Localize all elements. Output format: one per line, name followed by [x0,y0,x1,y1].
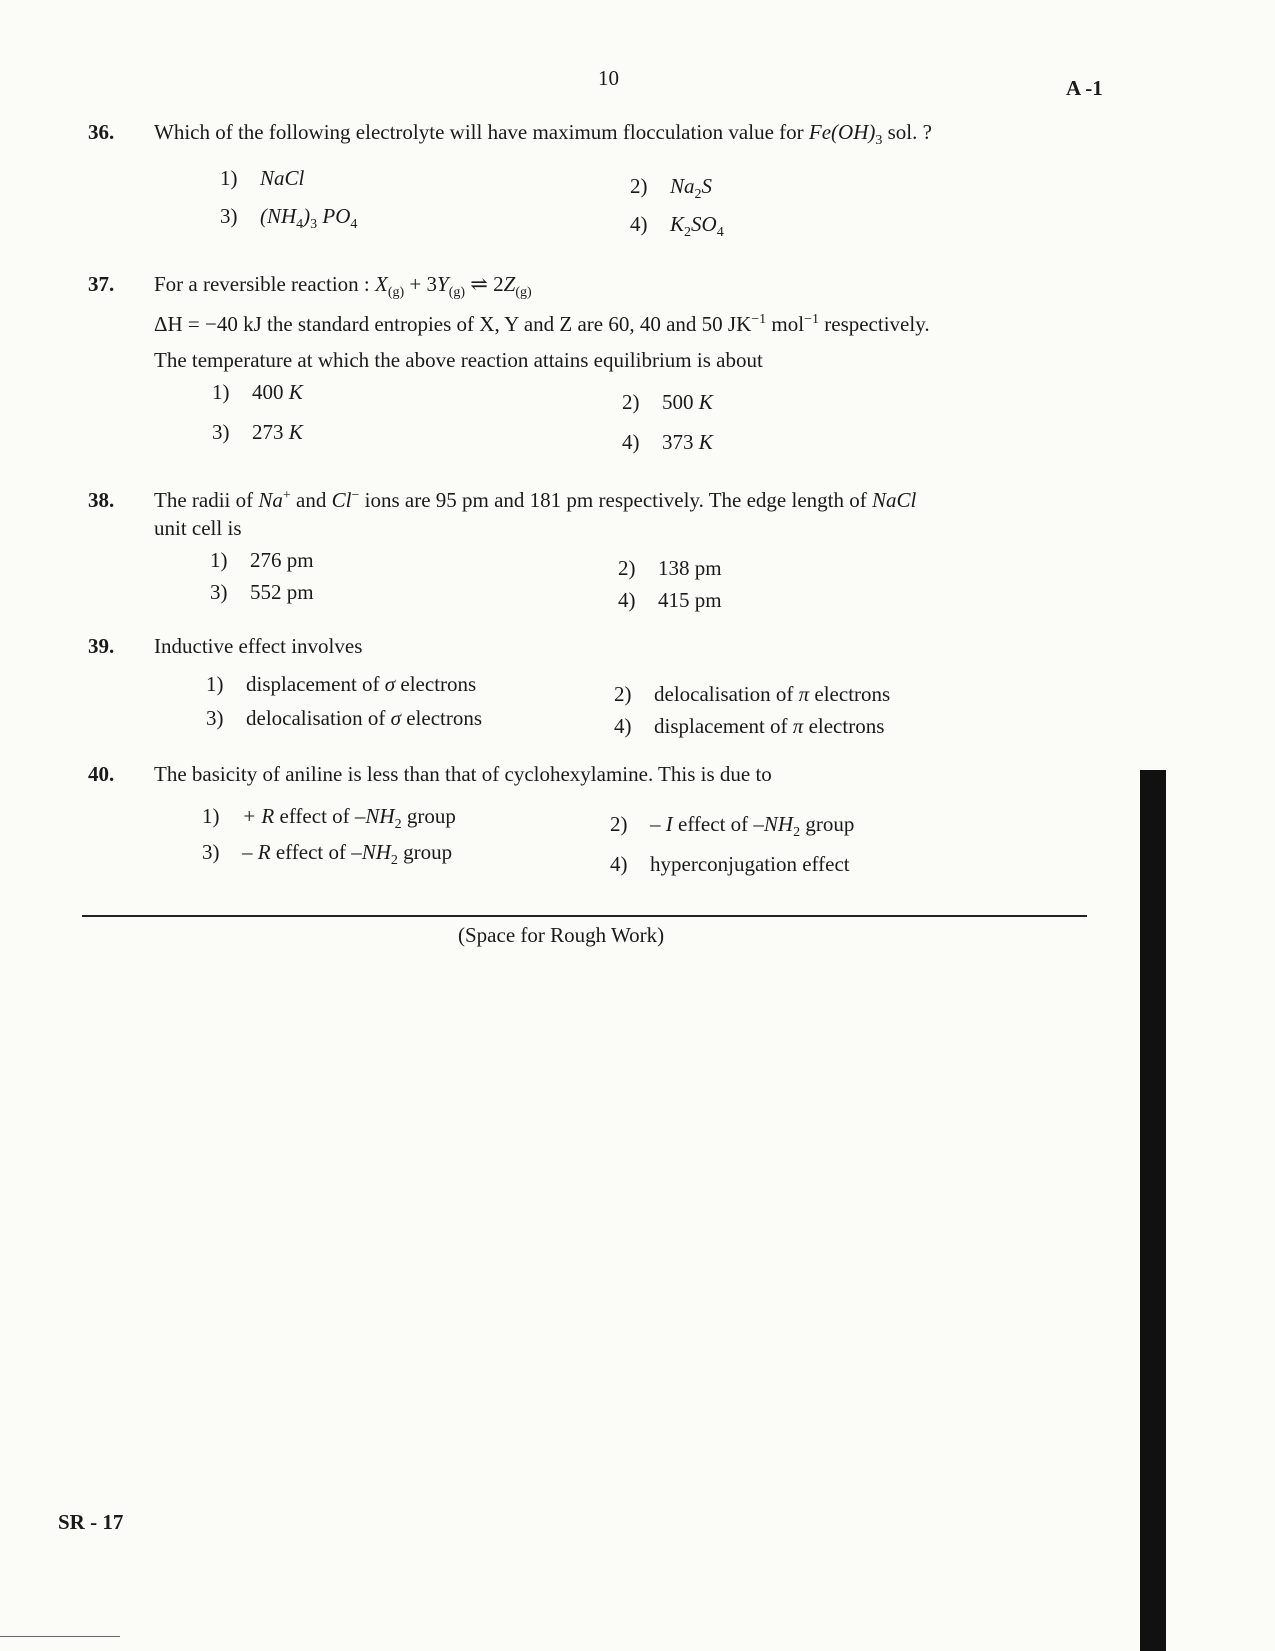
question-text: For a reversible reaction : $X_{(g)} + 3Y_{(g)}$ ⇌ $2Z_{(g)}$ [154,272,532,300]
option-37-1: 1) 400 K [212,380,303,404]
option-36-1: 1) NaCl [220,166,305,190]
question-number: 40. [88,762,115,786]
option-40-4: 4) hyperconjugation effect [610,852,850,876]
question-line-2: unit cell is [154,516,242,540]
equilibrium-arrow-icon: ⇌ [470,272,488,296]
question-line-2: ΔH = −40 kJ the standard entropies of X, Y and Z are 60, 40 and 50 $JK^{-1}$ mol$^{-1}$ respectively. [154,312,930,336]
reaction-equation: $X_{(g)} + 3Y_{(g)}$ ⇌ $2Z_{(g)}$ [375,272,532,300]
option-36-3: 3) $(NH_4)_3$ $PO_4$ [220,204,358,232]
question-number: 37. [88,272,115,296]
question-37 [88,270,1108,374]
question-36 [88,118,1108,146]
option-40-3: 3) – R effect of $-NH_2$ group [202,840,453,868]
question-text: The basicity of aniline is less than that of cyclohexylamine. This is due to [154,762,772,786]
option-37-4: 4) 373 K [622,430,713,454]
rough-work-label: (Space for Rough Work) [458,923,665,947]
paper-code: A -1 [1066,76,1103,100]
option-39-2: 2) delocalisation of π electrons [614,682,891,706]
question-text: The radii of Na+ and Cl− ions are 95 pm and 181 pm respectively. The edge length of NaCl [154,488,917,512]
question-text: Which of the following electrolyte will have maximum flocculation value for $Fe(OH)_3$ sol. ? [154,120,932,148]
option-38-1: 1) 276 pm [210,548,314,572]
option-38-3: 3) 552 pm [210,580,314,604]
option-40-1: 1) + R effect of $-NH_2$ group [202,804,456,832]
option-39-3: 3) delocalisation of σ electrons [206,706,483,730]
question-40 [88,760,1108,788]
question-text: Inductive effect involves [154,634,363,658]
question-number: 36. [88,120,115,144]
rough-work-divider [82,915,1087,917]
option-36-2: 2) $Na_2S$ [630,174,713,202]
option-39-4: 4) displacement of π electrons [614,714,885,738]
question-line-3: The temperature at which the above reaction attains equilibrium is about [154,348,763,372]
bottom-edge-line [0,1636,120,1637]
option-38-4: 4) 415 pm [618,588,722,612]
option-36-4: 4) $K_2SO_4$ [630,212,724,240]
question-39 [88,632,1108,660]
option-38-2: 2) 138 pm [618,556,722,580]
question-number: 39. [88,634,115,658]
page-number: 10 [598,66,619,90]
binding-edge [1140,770,1166,1651]
option-40-2: 2) – I effect of $-NH_2$ group [610,812,855,840]
question-number: 38. [88,488,115,512]
option-37-2: 2) 500 K [622,390,713,414]
footer-code: SR - 17 [58,1510,124,1534]
option-39-1: 1) displacement of σ electrons [206,672,477,696]
question-38 [88,486,1108,542]
option-37-3: 3) 273 K [212,420,303,444]
